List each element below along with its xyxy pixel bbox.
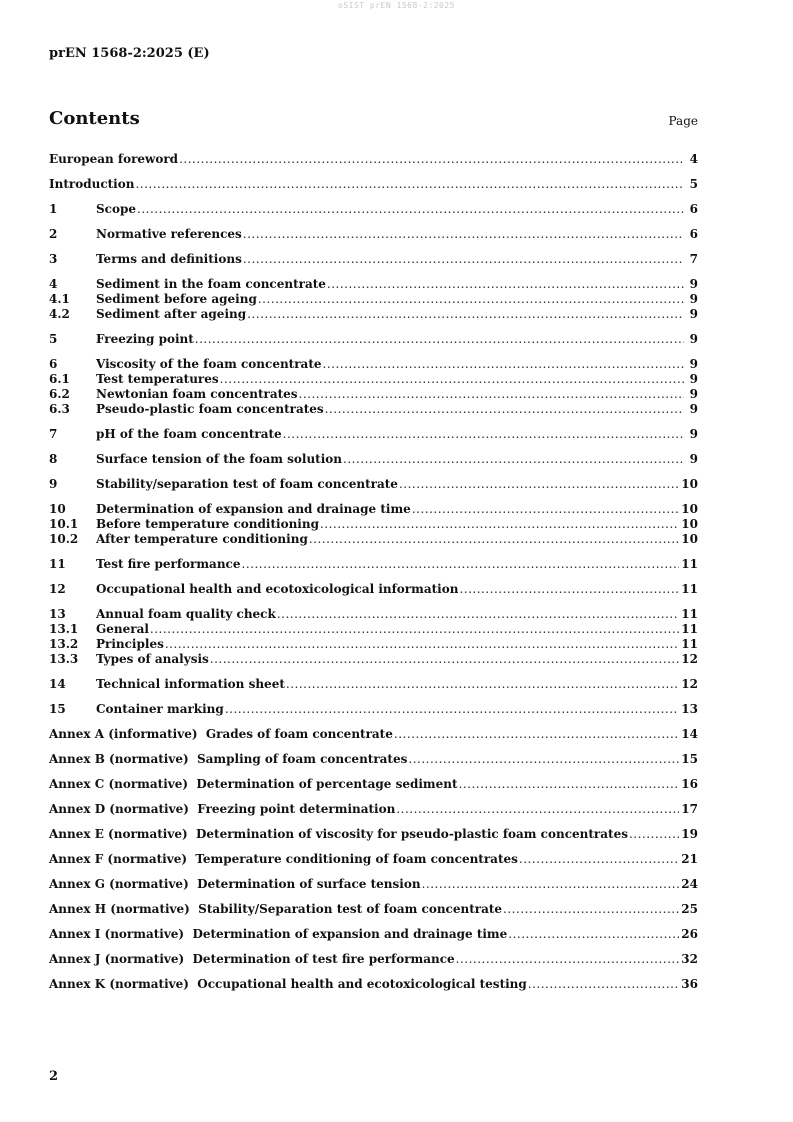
toc-entry-number: 15 [49,702,66,716]
toc-dot-leader [210,652,680,667]
toc-entry-page: 9 [689,427,698,441]
toc-entry-page: 4 [689,152,698,166]
toc-dot-leader [137,202,684,217]
toc-dot-leader [258,292,684,307]
toc-entry-title: Container marking [96,702,224,716]
toc-entry-page: 11 [681,622,698,636]
toc-entry-title: Scope [96,202,137,216]
toc-entry-number: 10.2 [49,532,79,546]
toc-entry-page: 9 [689,402,698,416]
watermark: oSIST prEN 1568-2:2025 [338,1,455,10]
toc-dot-leader [459,777,680,792]
toc-entry[interactable] [49,582,698,597]
toc-dot-leader [220,372,684,387]
toc-entry-number: 4.1 [49,292,70,306]
toc-entry-title: After temperature conditioning [96,532,308,546]
toc-dot-leader [135,177,684,192]
toc-entry-number: 8 [49,452,58,466]
toc-entry[interactable] [49,952,698,967]
toc-entry-page: 16 [681,777,698,791]
toc-entry-page: 9 [689,357,698,371]
toc-entry[interactable] [49,477,698,492]
toc-entry-page: 9 [689,372,698,386]
toc-dot-leader [286,677,679,692]
toc-entry-title: Types of analysis [96,652,209,666]
toc-entry-title: Annex C (normative) Determination of percentage sediment [49,777,458,791]
toc-entry-page: 10 [681,532,698,546]
toc-entry-page: 11 [681,557,698,571]
toc-dot-leader [408,752,679,767]
toc-entry-page: 6 [689,202,698,216]
toc-entry-page: 9 [689,387,698,401]
toc-entry-title: Test temperatures [96,372,219,386]
toc-entry-number: 6.1 [49,372,70,386]
toc-entry[interactable] [49,202,698,217]
toc-entry-page: 19 [681,827,698,841]
toc-dot-leader [519,852,679,867]
toc-entry-title: Annex K (normative) Occupational health and ecotoxicological testing [49,977,527,991]
toc-entry-title: Pseudo-plastic foam concentrates [96,402,324,416]
toc-dot-leader [323,357,685,372]
toc-entry[interactable] [49,777,698,792]
toc-entry[interactable] [49,652,698,667]
toc-entry[interactable] [49,502,698,517]
toc-entry[interactable] [49,752,698,767]
toc-entry-title: Annex F (normative) Temperature conditioning of foam concentrates [49,852,518,866]
toc-entry-page: 17 [681,802,698,816]
toc-entry-number: 5 [49,332,58,346]
toc-entry-title: Stability/separation test of foam concentrate [96,477,398,491]
toc-dot-leader [165,637,679,652]
toc-entry-title: Viscosity of the foam concentrate [96,357,322,371]
toc-entry-title: pH of the foam concentrate [96,427,282,441]
toc-entry[interactable] [49,152,698,167]
toc-entry-number: 6.3 [49,402,70,416]
toc-entry-title: European foreword [49,152,179,166]
toc-entry-title: Annex D (normative) Freezing point determination [49,802,396,816]
toc-entry-title: General [96,622,149,636]
page-column-label: Page [668,114,698,128]
toc-dot-leader [412,502,679,517]
toc-entry-title: Freezing point [96,332,194,346]
table-of-contents [49,152,698,992]
toc-entry-number: 7 [49,427,58,441]
toc-entry-title: Annex G (normative) Determination of surface tension [49,877,421,891]
toc-dot-leader [629,827,679,842]
toc-entry-title: Determination of expansion and drainage time [96,502,411,516]
toc-entry[interactable] [49,372,698,387]
toc-entry-page: 26 [681,927,698,941]
toc-entry-page: 12 [681,652,698,666]
toc-dot-leader [343,452,684,467]
toc-entry-title: Terms and definitions [96,252,242,266]
toc-entry-page: 9 [689,307,698,321]
toc-dot-leader [247,307,684,322]
toc-entry[interactable] [49,852,698,867]
toc-entry[interactable] [49,277,698,292]
toc-entry-page: 21 [681,852,698,866]
toc-dot-leader [243,252,684,267]
toc-entry-page: 13 [681,702,698,716]
toc-entry-page: 11 [681,607,698,621]
toc-dot-leader [422,877,680,892]
toc-entry-title: Annex H (normative) Stability/Separation test of foam concentrate [49,902,503,916]
toc-entry-number: 4.2 [49,307,70,321]
toc-entry-page: 5 [689,177,698,191]
toc-dot-leader [320,517,679,532]
toc-entry-title: Annex A (informative) Grades of foam concentrate [49,727,393,741]
toc-dot-leader [150,622,679,637]
toc-entry-title: Sediment in the foam concentrate [96,277,326,291]
toc-dot-leader [399,477,679,492]
toc-entry[interactable] [49,532,698,547]
toc-entry-title: Annex J (normative) Determination of test fire performance [49,952,455,966]
toc-entry-title: Annual foam quality check [96,607,276,621]
toc-entry[interactable] [49,877,698,892]
toc-dot-leader [528,977,680,992]
toc-entry-number: 4 [49,277,58,291]
toc-entry-title: Annex B (normative) Sampling of foam concentrates [49,752,408,766]
toc-entry[interactable] [49,307,698,322]
toc-entry-page: 9 [689,277,698,291]
toc-entry[interactable] [49,252,698,267]
toc-dot-leader [396,802,679,817]
toc-dot-leader [242,557,680,572]
toc-entry-title: Annex E (normative) Determination of viscosity for pseudo-plastic foam concentrates [49,827,628,841]
toc-entry-page: 14 [681,727,698,741]
toc-entry[interactable] [49,517,698,532]
toc-entry[interactable] [49,557,698,572]
toc-entry[interactable] [49,607,698,622]
toc-entry[interactable] [49,332,698,347]
toc-entry[interactable] [49,427,698,442]
toc-entry[interactable] [49,637,698,652]
toc-entry-page: 10 [681,517,698,531]
toc-entry-number: 6.2 [49,387,70,401]
toc-dot-leader [283,427,684,442]
toc-dot-leader [459,582,679,597]
page-number: 2 [49,1069,59,1084]
toc-entry-title: Introduction [49,177,135,191]
toc-dot-leader [225,702,679,717]
toc-dot-leader [456,952,680,967]
toc-dot-leader [195,332,684,347]
toc-entry-number: 12 [49,582,66,596]
toc-entry-page: 15 [681,752,698,766]
toc-entry-page: 9 [689,332,698,346]
toc-entry-title: Before temperature conditioning [96,517,319,531]
toc-entry-page: 32 [681,952,698,966]
toc-entry[interactable] [49,452,698,467]
toc-entry-number: 10.1 [49,517,79,531]
toc-entry-number: 13.1 [49,622,79,636]
toc-entry[interactable] [49,677,698,692]
toc-entry[interactable] [49,977,698,992]
toc-entry-title: Occupational health and ecotoxicological information [96,582,459,596]
toc-entry-page: 11 [681,637,698,651]
toc-entry[interactable] [49,727,698,742]
toc-entry-title: Sediment before ageing [96,292,257,306]
toc-entry-title: Newtonian foam concentrates [96,387,298,401]
toc-entry-title: Principles [96,637,164,651]
toc-entry[interactable] [49,927,698,942]
toc-entry-number: 13.3 [49,652,79,666]
toc-entry-number: 13 [49,607,66,621]
toc-entry-page: 10 [681,477,698,491]
toc-entry[interactable] [49,387,698,402]
toc-entry[interactable] [49,402,698,417]
toc-entry-title: Technical information sheet [96,677,285,691]
toc-entry-page: 36 [681,977,698,991]
toc-entry-number: 14 [49,677,66,691]
toc-entry-title: Test fire performance [96,557,241,571]
toc-dot-leader [309,532,679,547]
toc-entry[interactable] [49,622,698,637]
toc-entry-page: 24 [681,877,698,891]
toc-entry-number: 3 [49,252,58,266]
toc-dot-leader [394,727,679,742]
contents-heading: Contents [49,108,140,129]
toc-entry[interactable] [49,902,698,917]
toc-entry-number: 1 [49,202,58,216]
toc-dot-leader [179,152,684,167]
toc-dot-leader [277,607,679,622]
toc-dot-leader [299,387,684,402]
toc-dot-leader [243,227,684,242]
toc-entry-number: 10 [49,502,66,516]
toc-entry-page: 10 [681,502,698,516]
toc-entry[interactable] [49,802,698,817]
toc-entry[interactable] [49,827,698,842]
toc-entry[interactable] [49,357,698,372]
toc-entry-number: 9 [49,477,58,491]
toc-entry-page: 9 [689,452,698,466]
toc-entry-page: 25 [681,902,698,916]
toc-entry-page: 9 [689,292,698,306]
toc-entry-page: 6 [689,227,698,241]
toc-dot-leader [508,927,679,942]
toc-dot-leader [325,402,684,417]
toc-entry-page: 11 [681,582,698,596]
toc-entry-page: 12 [681,677,698,691]
toc-entry[interactable] [49,177,698,192]
toc-entry-number: 11 [49,557,66,571]
toc-entry[interactable] [49,292,698,307]
toc-entry-number: 6 [49,357,58,371]
toc-entry-title: Surface tension of the foam solution [96,452,343,466]
toc-entry-page: 7 [689,252,698,266]
document-id: prEN 1568-2:2025 (E) [49,46,210,61]
toc-entry-number: 13.2 [49,637,79,651]
toc-entry-number: 2 [49,227,58,241]
toc-dot-leader [503,902,679,917]
toc-entry[interactable] [49,227,698,242]
toc-dot-leader [327,277,684,292]
toc-entry-title: Normative references [96,227,242,241]
toc-entry-title: Sediment after ageing [96,307,247,321]
toc-entry-title: Annex I (normative) Determination of expansion and drainage time [49,927,508,941]
toc-entry[interactable] [49,702,698,717]
